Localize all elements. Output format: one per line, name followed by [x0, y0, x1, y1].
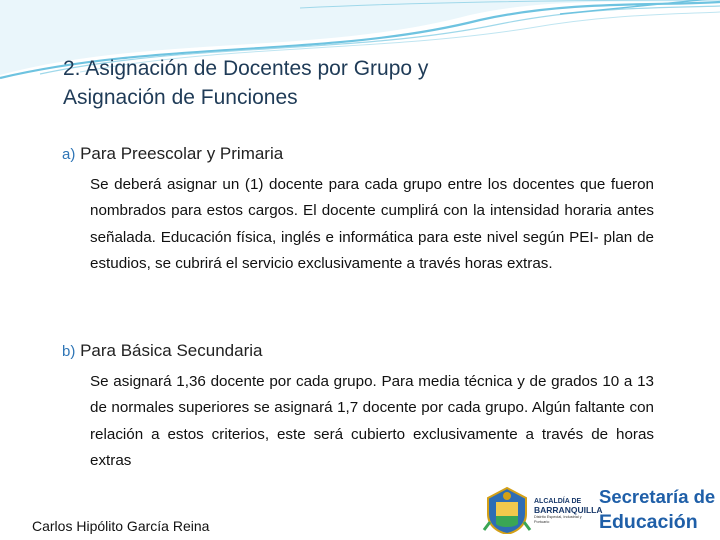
section-b-heading: [62, 341, 262, 361]
section-a-heading: [62, 144, 283, 164]
alcaldia-wordmark: [534, 498, 603, 525]
title-line-1: 2. Asignación de Docentes por Grupo y: [63, 57, 429, 80]
section-b-heading-text: Para Básica Secundaria: [80, 341, 263, 360]
section-b-paragraph: Se asignará 1,36 docente por cada grupo. Para media técnica y de grados 10 a 13 de normales superiores se asignará 1,7 docente por cada grupo. Algún faltante con relación a estos criterios, este será cubierto exclusivamente a través de horas extras: [90, 373, 654, 470]
secretaria-line-2: Educación: [599, 511, 698, 533]
page-title: [63, 54, 623, 112]
title-line-2: Asignación de Funciones: [63, 86, 298, 109]
alcaldia-line-1: ALCALDÍA DE: [534, 498, 582, 505]
section-a-letter: a): [62, 146, 76, 163]
secretaria-line-1: Secretaría de: [599, 486, 716, 507]
city-crest-icon: [482, 484, 532, 534]
section-b-letter: b): [62, 343, 76, 360]
secretaria-educacion-logo: [482, 482, 720, 540]
alcaldia-line-3: Distrito Especial, Industrial y Portuario: [534, 515, 582, 524]
alcaldia-line-2: BARRANQUILLA: [534, 505, 603, 515]
section-a-paragraph: Se deberá asignar un (1) docente para cada grupo entre los docentes que fueron nombrados para estos cargos. El docente cumplirá con la intensidad horaria antes señalada. Educación física, inglés e informática para este nivel según PEI- plan de estudios, se cubrirá el servicio exclusivamente a través horas extras.: [90, 176, 654, 273]
author-name: Carlos Hipólito García Reina: [32, 518, 210, 534]
section-a-heading-text: Para Preescolar y Primaria: [80, 144, 284, 163]
